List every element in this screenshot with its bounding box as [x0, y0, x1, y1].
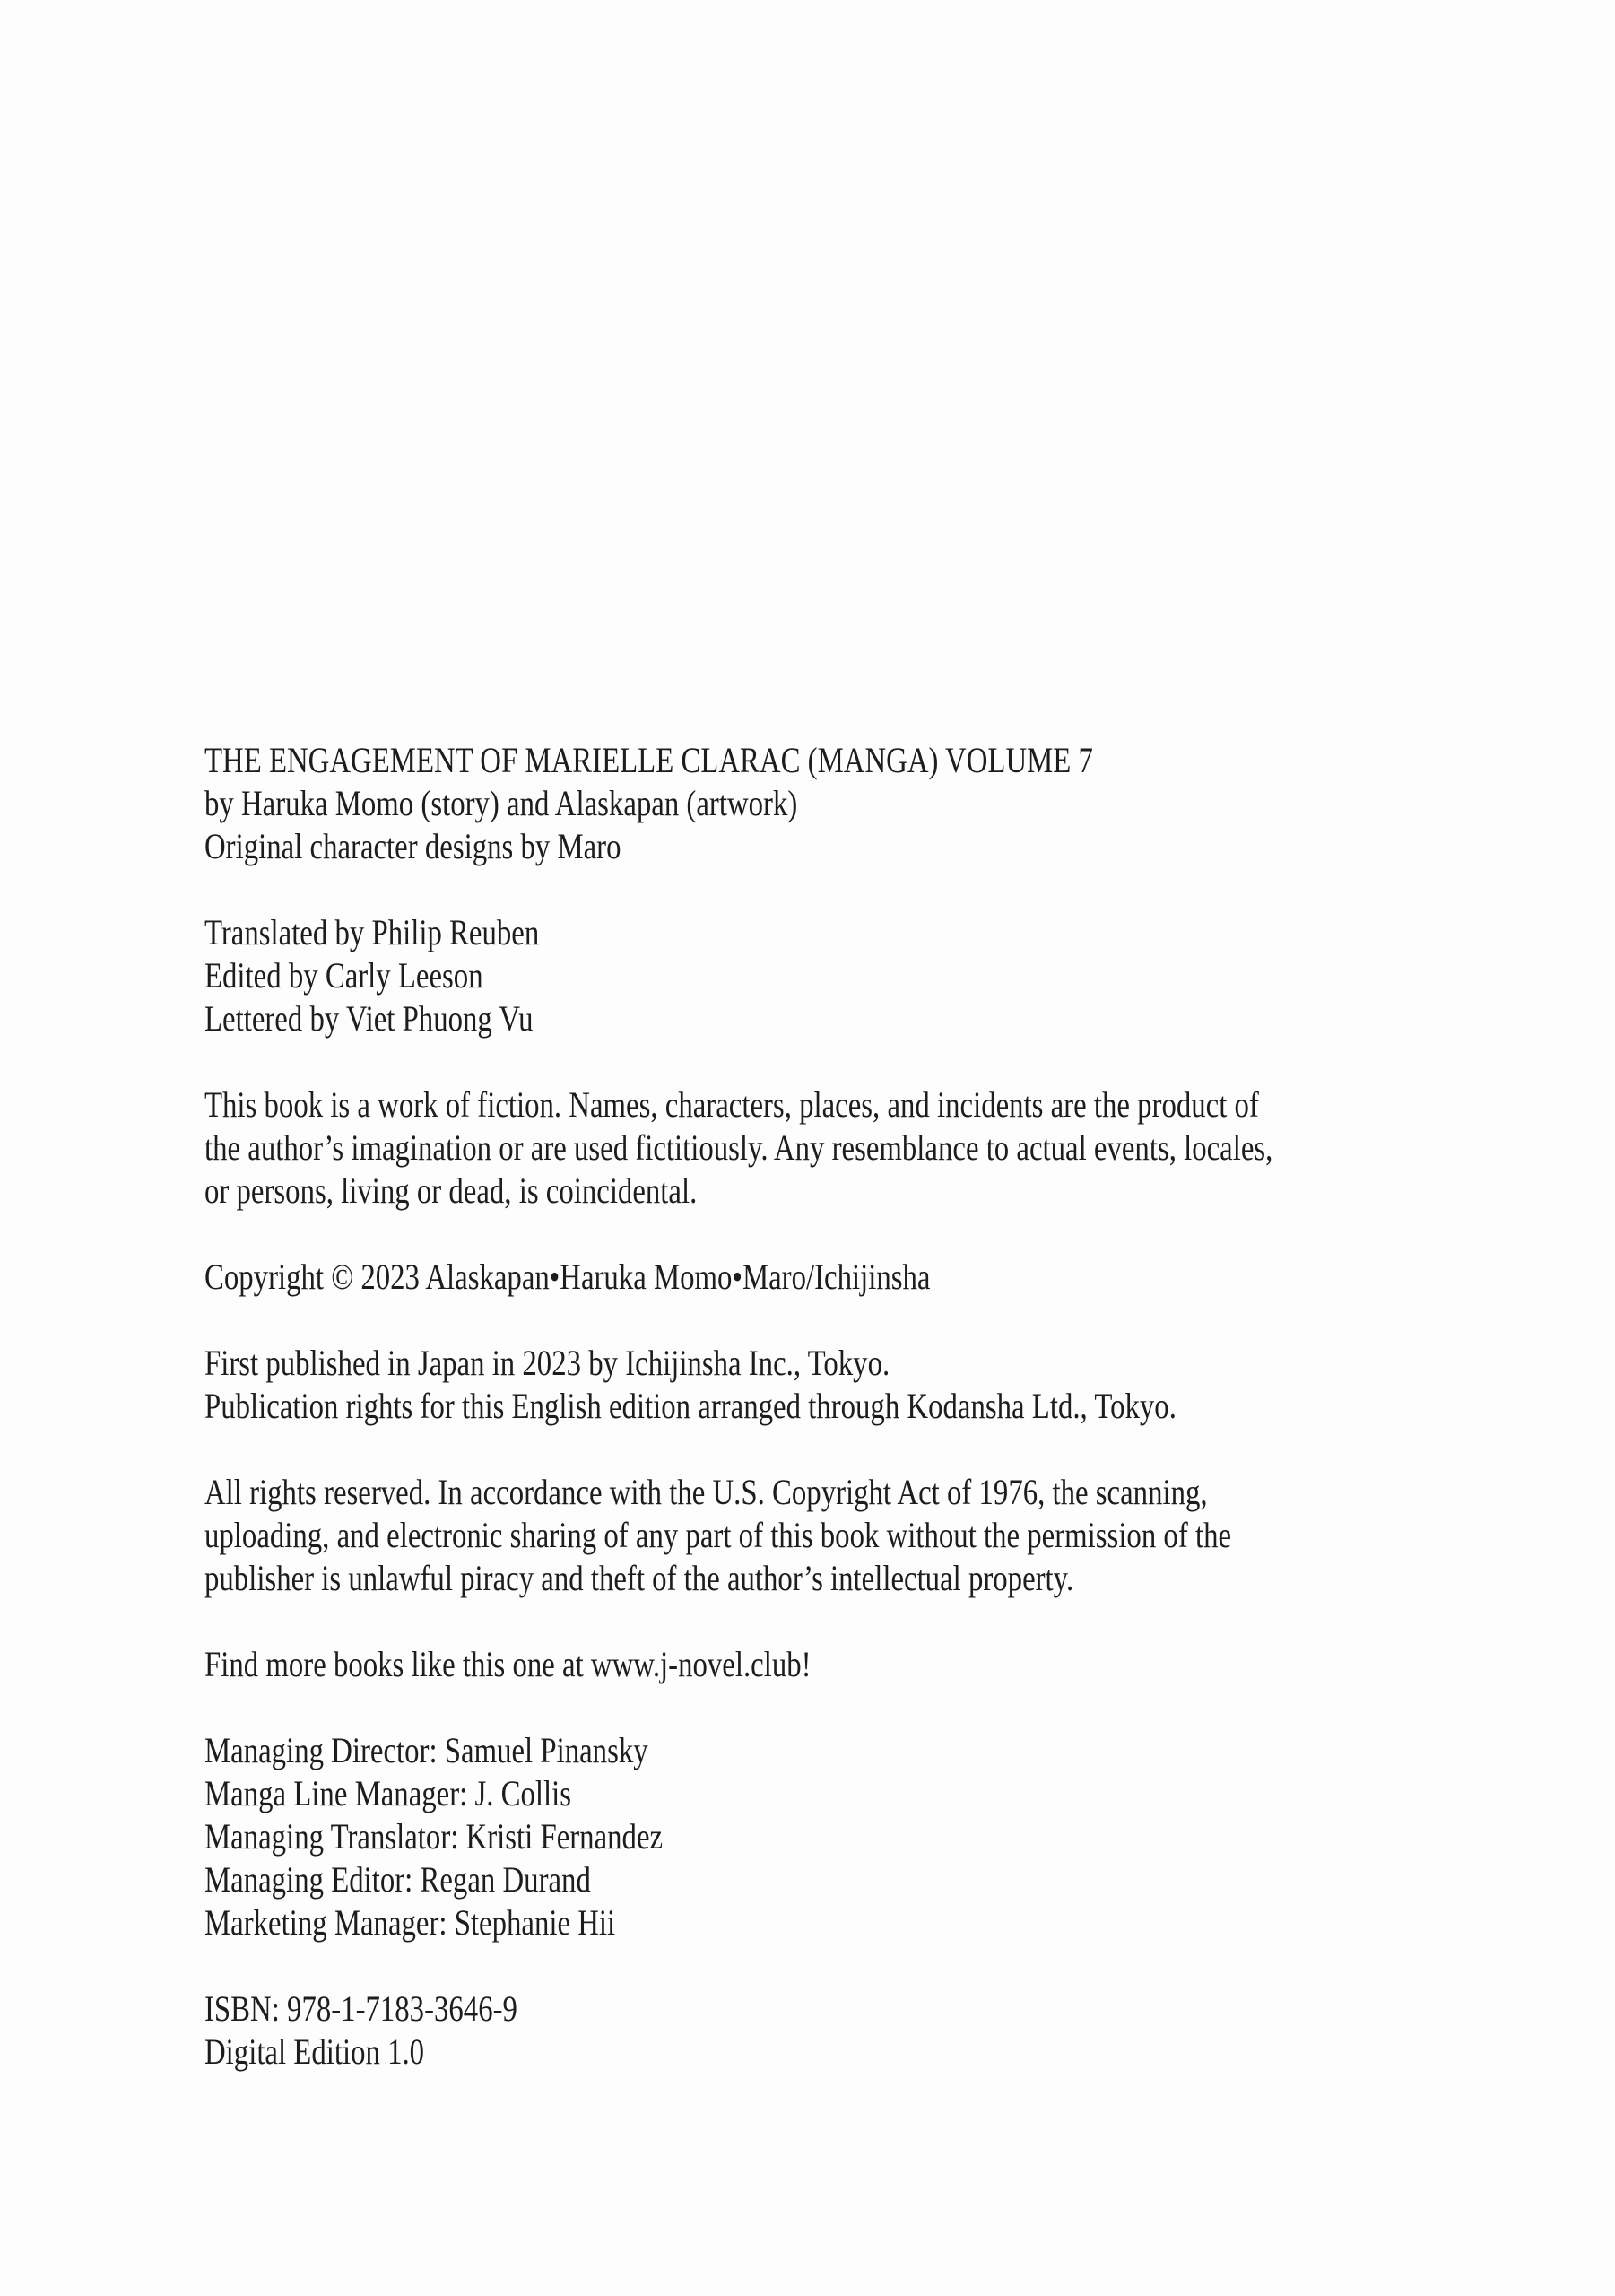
rights-line: publisher is unlawful piracy and theft of the author’s intellectual property.	[204, 1558, 1074, 1598]
fiction-disclaimer-block	[204, 1083, 1507, 1213]
publication-block	[204, 1342, 1507, 1428]
find-more-block	[204, 1643, 1507, 1686]
credits-block	[204, 911, 1507, 1040]
copyright-block	[204, 1256, 1507, 1299]
first-published-line: First published in Japan in 2023 by Ichijinsha Inc., Tokyo.	[204, 1343, 890, 1383]
isbn-block	[204, 1987, 1507, 2074]
find-more-text: Find more books like this one at www.j-novel.club!	[204, 1644, 812, 1684]
managing-editor-credit: Managing Editor: Regan Durand	[204, 1859, 591, 1900]
title-block	[204, 739, 1507, 868]
letterer-credit: Lettered by Viet Phuong Vu	[204, 998, 534, 1039]
marketing-manager-credit: Marketing Manager: Stephanie Hii	[204, 1902, 616, 1943]
publication-rights-line: Publication rights for this English edition arranged through Kodansha Ltd., Tokyo.	[204, 1386, 1177, 1426]
copyright-notice: Copyright © 2023 Alaskapan•Haruka Momo•Maro/Ichijinsha	[204, 1257, 931, 1297]
managing-director-credit: Managing Director: Samuel Pinansky	[204, 1730, 648, 1770]
rights-line: All rights reserved. In accordance with the U.S. Copyright Act of 1976, the scanning,	[204, 1472, 1208, 1512]
digital-edition-version: Digital Edition 1.0	[204, 2031, 425, 2072]
book-title: THE ENGAGEMENT OF MARIELLE CLARAC (MANGA) VOLUME 7	[204, 740, 1093, 780]
staff-block	[204, 1729, 1507, 1944]
managing-translator-credit: Managing Translator: Kristi Fernandez	[204, 1816, 664, 1857]
rights-reserved-block	[204, 1471, 1507, 1600]
disclaimer-line: or persons, living or dead, is coincidental.	[204, 1170, 698, 1211]
character-designs-credit: Original character designs by Maro	[204, 826, 621, 866]
disclaimer-line: the author’s imagination or are used fictitiously. Any resemblance to actual events, locales,	[204, 1127, 1273, 1168]
book-byline: by Haruka Momo (story) and Alaskapan (artwork)	[204, 783, 798, 823]
manga-line-manager-credit: Manga Line Manager: J. Collis	[204, 1773, 572, 1813]
isbn-number: ISBN: 978-1-7183-3646-9	[204, 1988, 517, 2029]
translator-credit: Translated by Philip Reuben	[204, 912, 540, 952]
editor-credit: Edited by Carly Leeson	[204, 955, 483, 996]
colophon-page-text	[204, 739, 1507, 2074]
rights-line: uploading, and electronic sharing of any part of this book without the permission of the	[204, 1515, 1232, 1555]
disclaimer-line: This book is a work of fiction. Names, characters, places, and incidents are the product of	[204, 1084, 1259, 1125]
